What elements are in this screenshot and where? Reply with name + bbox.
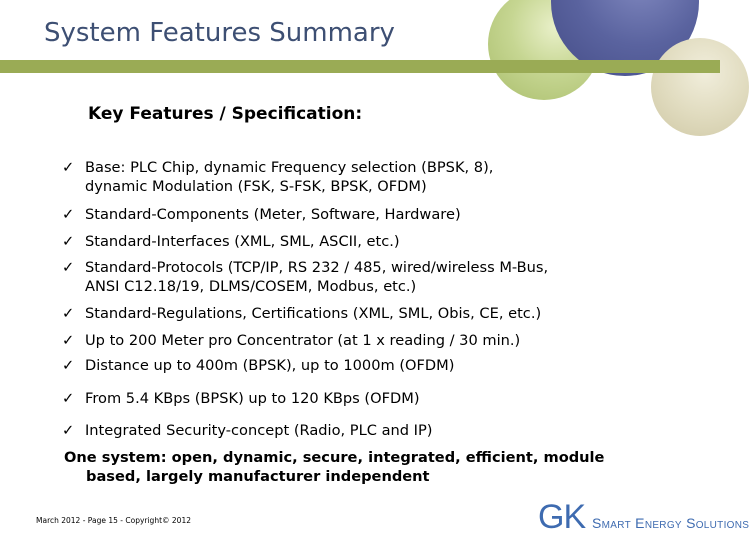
checkmark-icon: ✓ <box>62 357 75 374</box>
checkmark-icon: ✓ <box>62 233 75 250</box>
logo-mark: GK <box>538 498 586 536</box>
feature-text: Standard-Interfaces (XML, SML, ASCII, etc.) <box>85 233 400 250</box>
checkmark-icon: ✓ <box>62 159 75 176</box>
checkmark-icon: ✓ <box>62 390 75 407</box>
feature-text: Integrated Security-concept (Radio, PLC and IP) <box>85 422 433 439</box>
decorative-beige-circle <box>651 38 749 136</box>
section-heading: Key Features / Specification: <box>88 104 363 124</box>
footer-copyright: March 2012 - Page 15 - Copyright© 2012 <box>36 516 191 525</box>
feature-text: Standard-Components (Meter, Software, Hardware) <box>85 206 461 223</box>
logo-tagline: Smart Energy Solutions <box>592 515 749 531</box>
checkmark-icon: ✓ <box>62 305 75 322</box>
checkmark-icon: ✓ <box>62 422 75 439</box>
checkmark-icon: ✓ <box>62 332 75 349</box>
summary-statement: One system: open, dynamic, secure, integrated, efficient, module based, largely manufacturer independent <box>64 449 605 485</box>
feature-text: Standard-Regulations, Certifications (XML, SML, Obis, CE, etc.) <box>85 305 542 322</box>
feature-text: From 5.4 KBps (BPSK) up to 120 KBps (OFDM) <box>85 390 420 407</box>
checkmark-icon: ✓ <box>62 206 75 223</box>
feature-text: Distance up to 400m (BPSK), up to 1000m (OFDM) <box>85 357 455 374</box>
feature-text: Standard-Protocols (TCP/IP, RS 232 / 485, wired/wireless M-Bus, ANSI C12.18/19, DLMS/COSEM, Modbus, etc.) <box>85 259 549 295</box>
checkmark-icon: ✓ <box>62 259 75 276</box>
slide-title: System Features Summary <box>44 18 395 48</box>
feature-text: Base: PLC Chip, dynamic Frequency selection (BPSK, 8), dynamic Modulation (FSK, S-FSK, BPSK, OFDM) <box>85 159 494 195</box>
title-accent-bar <box>0 60 720 73</box>
feature-text: Up to 200 Meter pro Concentrator (at 1 x reading / 30 min.) <box>85 332 521 349</box>
